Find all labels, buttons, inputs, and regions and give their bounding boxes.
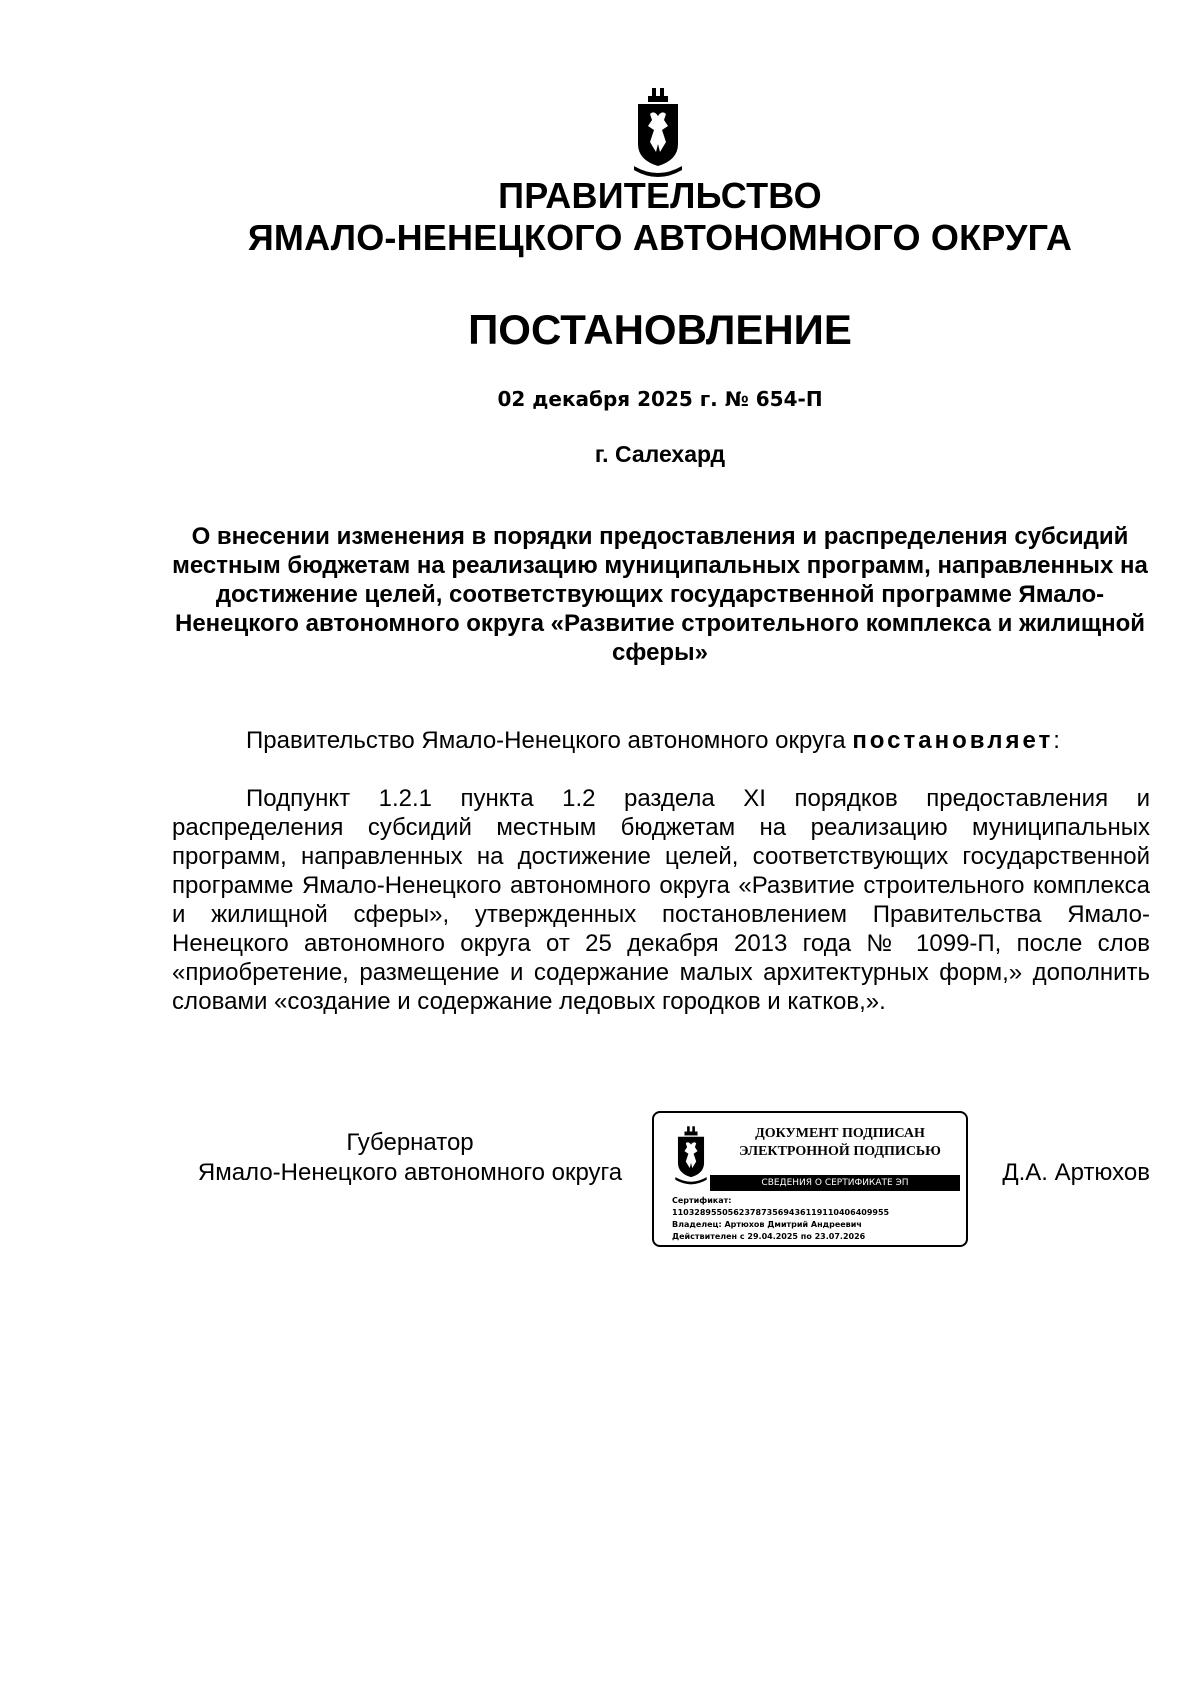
- government-title-line2: ЯМАЛО-НЕНЕЦКОГО АВТОНОМНОГО ОКРУГА: [247, 217, 1073, 258]
- stamp-heading-line1: ДОКУМЕНТ ПОДПИСАН: [755, 1126, 925, 1141]
- document-type-heading: ПОСТАНОВЛЕНИЕ: [468, 306, 852, 353]
- signatory-position-line2: Ямало-Ненецкого автономного округа: [197, 1159, 623, 1186]
- preamble-paragraph: [172, 727, 1150, 755]
- signatory-position-line1: Губернатор: [346, 1129, 474, 1156]
- document-date-number: 02 декабря 2025 г. № 654-П: [497, 387, 823, 411]
- stamp-heading-line2: ЭЛЕКТРОННОЙ ПОДПИСЬЮ: [739, 1144, 941, 1159]
- preamble-colon: :: [1053, 727, 1060, 754]
- stamp-emblem-icon: [674, 1125, 708, 1185]
- stamp-certificate-bar: СВЕДЕНИЯ О СЕРТИФИКАТЕ ЭП: [710, 1175, 960, 1191]
- electronic-signature-stamp: [652, 1111, 968, 1247]
- coat-of-arms-emblem: [632, 86, 684, 178]
- stamp-owner: Владелец: Артюхов Дмитрий Андреевич: [672, 1220, 862, 1229]
- stamp-validity: Действителен с 29.04.2025 по 23.07.2026: [672, 1232, 866, 1241]
- stamp-certificate-number: 110328955056237873569436119110406409955: [672, 1208, 890, 1217]
- preamble-text: Правительство Ямало-Ненецкого автономного округа: [246, 727, 853, 754]
- preamble-verb: постановляет: [852, 727, 1054, 754]
- body-paragraph: Подпункт 1.2.1 пункта 1.2 раздела XI порядков предоставления и распределения субсидий местным бюджетам на реализацию муниципальных программ, направленных на достижение целей, соответствующих государственной программе Ямало-Ненецкого автономного округа «Развитие строительного комплекса и жилищной сферы», утвержденных постановлением Правительства Ямало-Ненецкого автономного округа от 25 декабря 2013 года № 1099-П, после слов «приобретение, размещение и содержание малых архитектурных форм,» дополнить словами «создание и содержание ледовых городков и катков,».: [172, 785, 1150, 1015]
- document-city: г. Салехард: [594, 441, 726, 467]
- signatory-name: Д.А. Артюхов: [1002, 1159, 1150, 1186]
- stamp-certificate-label: Сертификат:: [672, 1196, 732, 1205]
- signatory-position: [160, 1128, 660, 1188]
- document-subject: О внесении изменения в порядки предоставления и распределения субсидий местным бюджетам на реализацию муниципальных программ, направленных на достижение целей, соответствующих государственной программе Ямало-Ненецкого автономного округа «Развитие строительного комплекса и жилищной сферы»: [172, 523, 1148, 666]
- government-title-line1: ПРАВИТЕЛЬСТВО: [498, 175, 822, 216]
